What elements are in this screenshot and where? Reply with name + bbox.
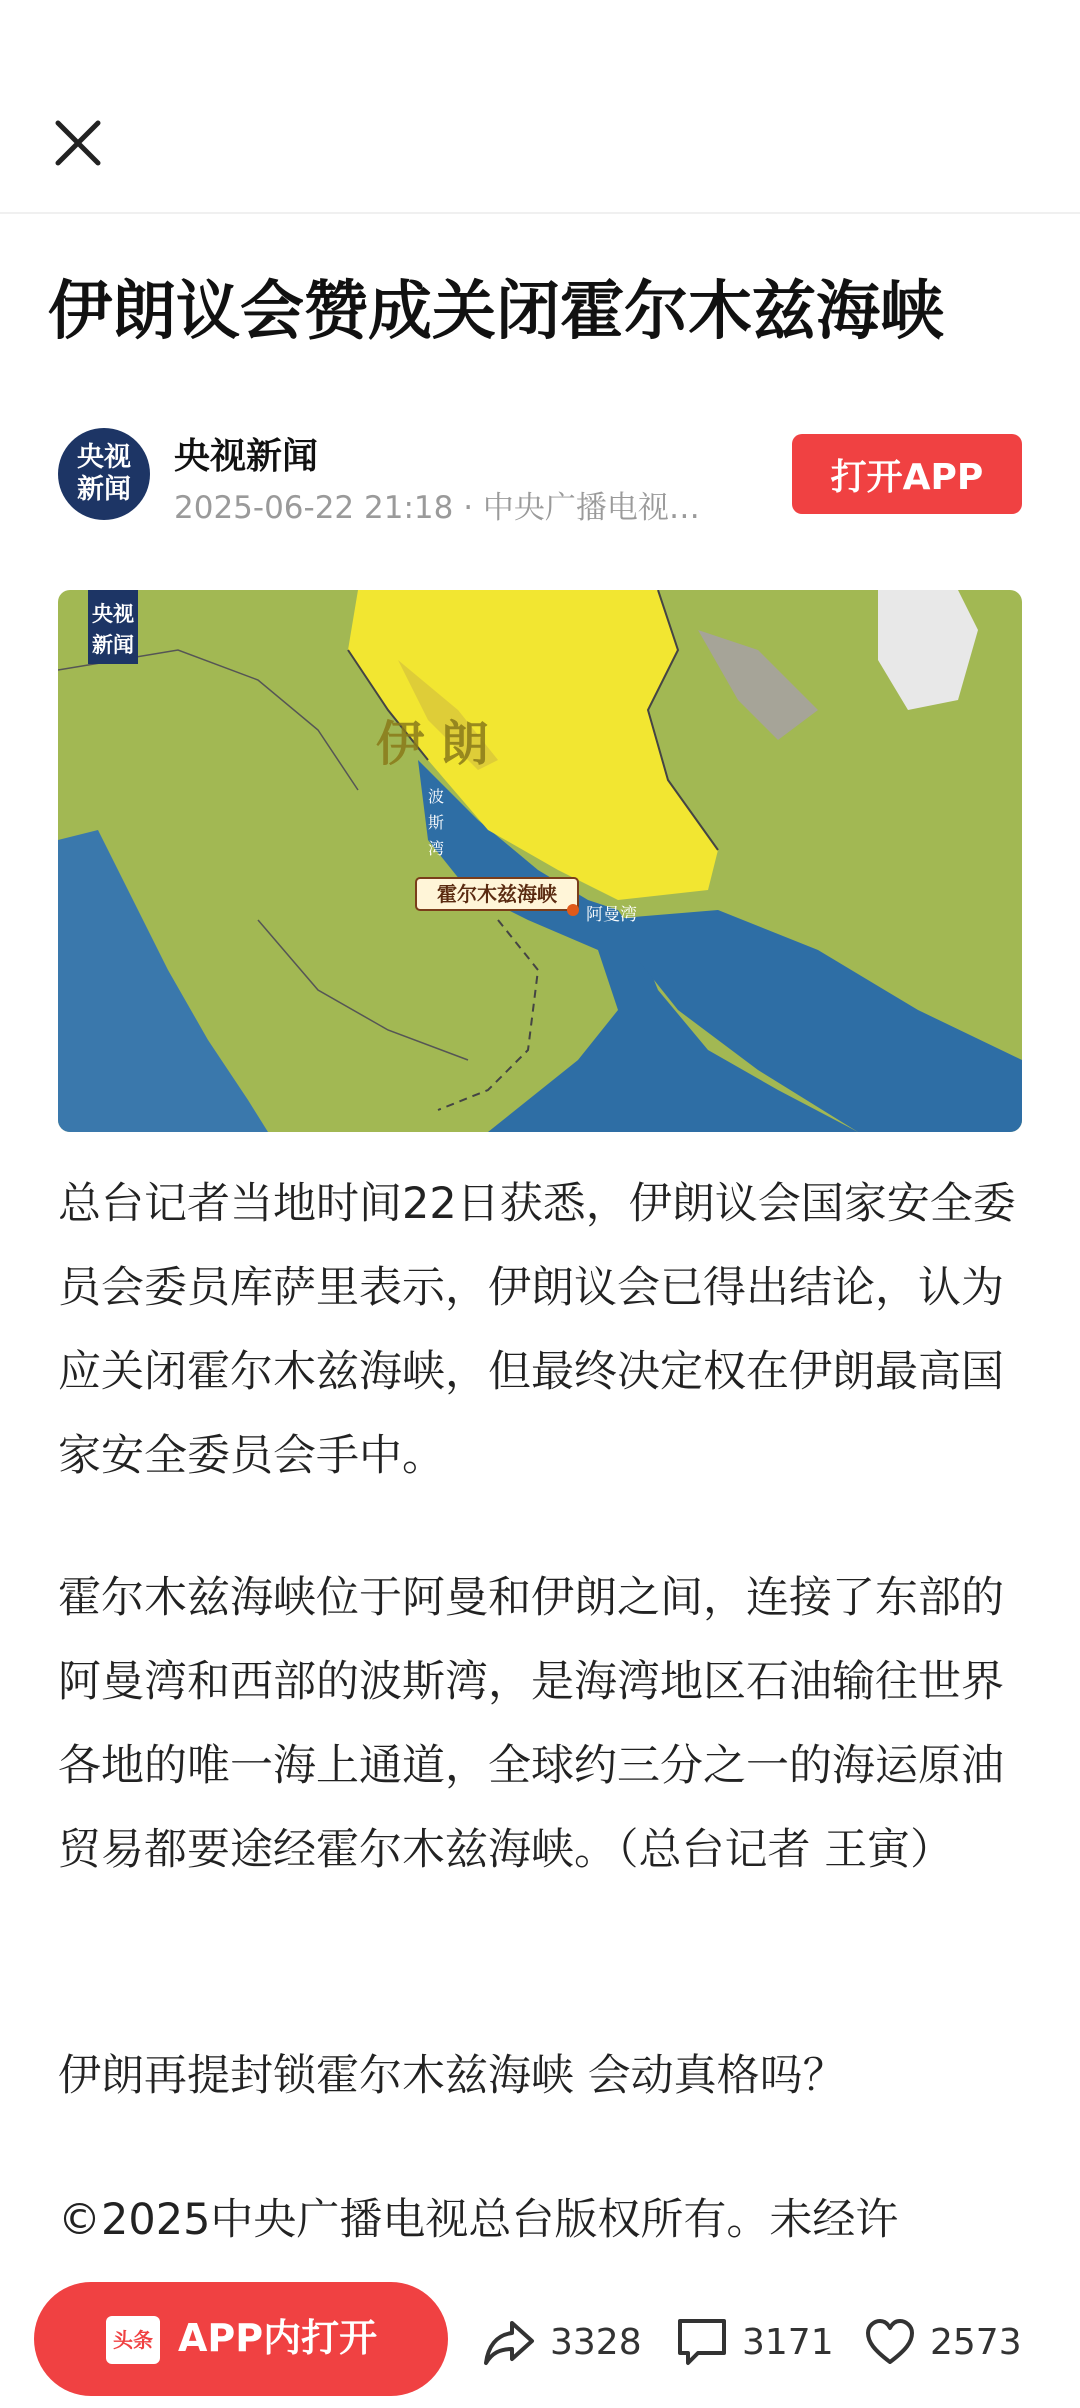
article-map-image[interactable]	[58, 590, 1022, 1132]
article-paragraph: 总台记者当地时间22日获悉，伊朗议会国家安全委员会委员库萨里表示，伊朗议会已得出结论，认为应关闭霍尔木兹海峡，但最终决定权在伊朗最高国家安全委员会手中。	[58, 1179, 1016, 1481]
map-label-gulf-of-oman: 阿曼湾	[586, 905, 637, 925]
share-icon	[482, 2317, 536, 2367]
comment-count: 3171	[742, 2321, 834, 2363]
open-in-app-label: APP内打开	[178, 2316, 378, 2360]
like-button[interactable]	[864, 2312, 1022, 2372]
heart-icon	[864, 2318, 916, 2366]
top-bar-divider	[0, 212, 1080, 214]
toutiao-logo-icon: 头条	[106, 2316, 160, 2364]
map-logo-line2: 新闻	[92, 633, 134, 657]
close-icon	[50, 115, 106, 171]
map-label-persian-gulf-3: 湾	[428, 839, 445, 858]
open-in-app-button[interactable]	[34, 2282, 448, 2396]
author-name[interactable]: 央视新闻	[174, 436, 319, 477]
related-article-link[interactable]: 伊朗再提封锁霍尔木兹海峡 会动真格吗？	[58, 2051, 846, 2101]
share-button[interactable]	[482, 2312, 642, 2372]
map-label-iran: 伊 朗	[376, 716, 489, 772]
map-logo-line1: 央视	[92, 602, 134, 626]
copyright-notice: ©2025中央广播电视总台版权所有。未经许	[58, 2195, 899, 2245]
map-label-strait: 霍尔木兹海峡	[437, 882, 557, 906]
top-bar	[0, 0, 1080, 212]
author-avatar[interactable]	[58, 428, 150, 520]
close-button[interactable]	[50, 115, 106, 171]
comment-icon	[676, 2317, 728, 2367]
share-count: 3328	[550, 2321, 642, 2363]
map-label-persian-gulf-1: 波	[428, 787, 445, 806]
article-title: 伊朗议会赞成关闭霍尔木兹海峡	[48, 275, 944, 349]
open-app-button[interactable]: 打开APP	[792, 434, 1022, 514]
like-count: 2573	[930, 2321, 1022, 2363]
map-label-persian-gulf-2: 斯	[428, 813, 445, 832]
author-meta: 2025-06-22 21:18 · 中央广播电视…	[174, 490, 700, 526]
comment-button[interactable]	[676, 2312, 834, 2372]
avatar-logo-text: 央视 新闻	[77, 442, 131, 505]
article-paragraph: 霍尔木兹海峡位于阿曼和伊朗之间，连接了东部的阿曼湾和西部的波斯湾，是海湾地区石油输往世界各地的唯一海上通道，全球约三分之一的海运原油贸易都要途经霍尔木兹海峡。（总台记者 王寅）	[58, 1573, 1004, 1875]
author-row	[0, 420, 1080, 540]
